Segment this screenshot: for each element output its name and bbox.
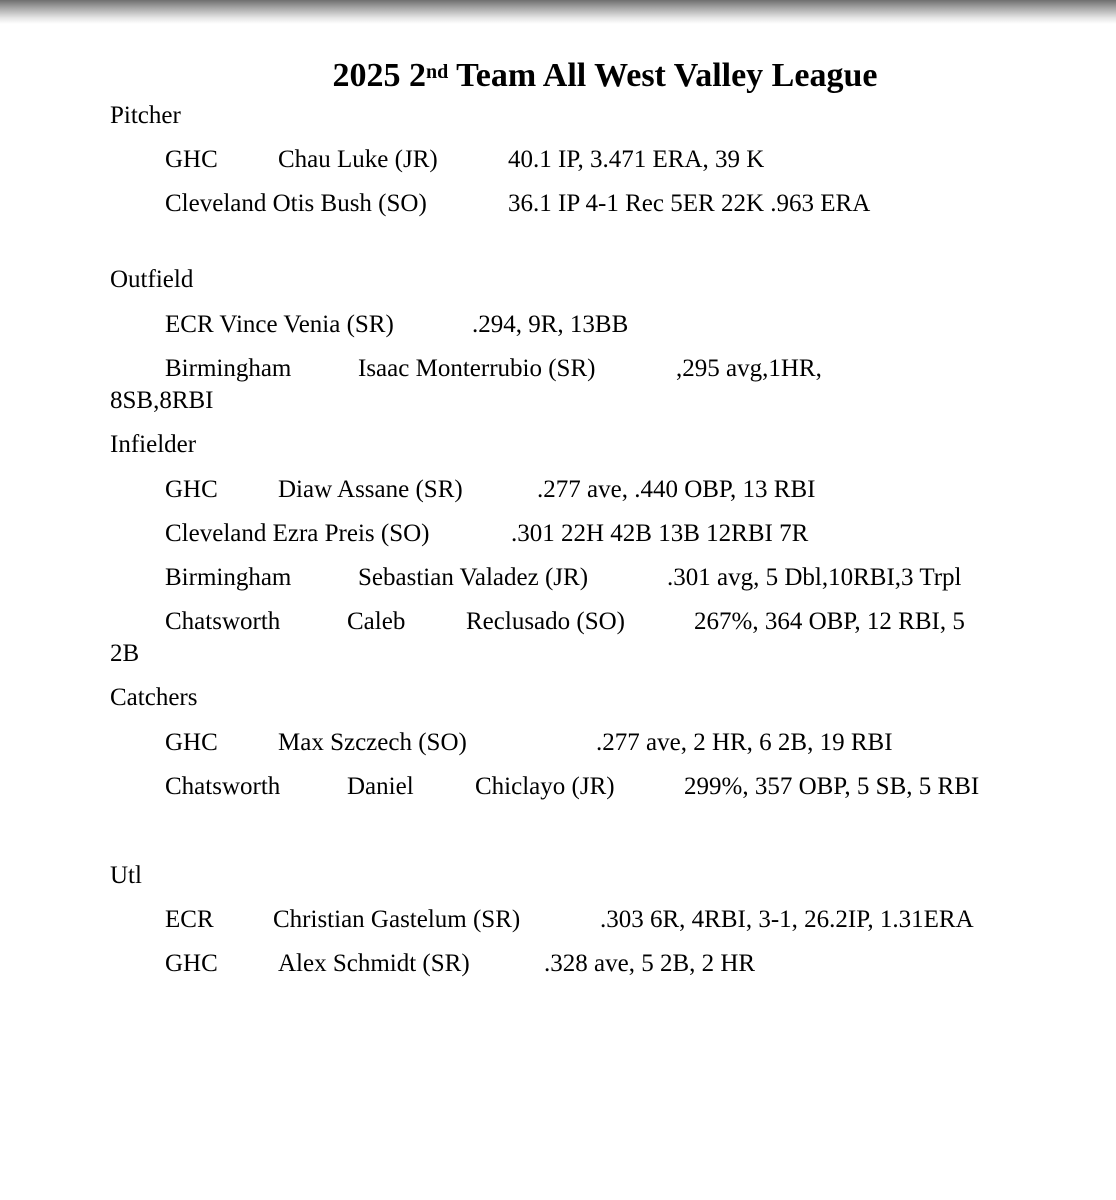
infielder-4-stats: 267%, 364 OBP, 12 RBI, 5	[694, 608, 965, 635]
outfield-1-entry: ECR Vince Venia (SR)	[165, 311, 394, 338]
infielder-2-entry: Cleveland Ezra Preis (SO)	[165, 520, 430, 547]
title-rest: Team All West Valley League	[448, 57, 878, 94]
section-heading-infielder: Infielder	[110, 431, 197, 458]
infielder-4-stats-continued: 2B	[110, 640, 140, 667]
utl-1-school: ECR	[165, 906, 214, 933]
catcher-2-first-name: Daniel	[347, 773, 414, 800]
section-heading-pitcher: Pitcher	[110, 102, 181, 129]
utl-2-stats: .328 ave, 5 2B, 2 HR	[544, 950, 756, 977]
page-title	[0, 56, 1116, 96]
infielder-2-stats: .301 22H 42B 13B 12RBI 7R	[511, 520, 809, 547]
infielder-3-stats: .301 avg, 5 Dbl,10RBI,3 Trpl	[667, 564, 962, 591]
outfield-2-school: Birmingham	[165, 355, 292, 382]
catcher-1-player: Max Szczech (SO)	[278, 729, 467, 756]
outfield-2-stats: ,295 avg,1HR,	[676, 355, 822, 382]
pitcher-1-stats: 40.1 IP, 3.471 ERA, 39 K	[508, 146, 765, 173]
utl-2-player: Alex Schmidt (SR)	[278, 950, 470, 977]
utl-1-stats: .303 6R, 4RBI, 3-1, 26.2IP, 1.31ERA	[600, 906, 974, 933]
utl-1-player: Christian Gastelum (SR)	[273, 906, 521, 933]
outfield-1-stats: .294, 9R, 13BB	[472, 311, 629, 338]
section-heading-catchers: Catchers	[110, 684, 198, 711]
top-shadow	[0, 0, 1116, 24]
infielder-4-school: Chatsworth	[165, 608, 281, 635]
catcher-1-stats: .277 ave, 2 HR, 6 2B, 19 RBI	[596, 729, 893, 756]
catcher-2-last-name: Chiclayo (JR)	[475, 773, 615, 800]
infielder-3-player: Sebastian Valadez (JR)	[358, 564, 589, 591]
section-heading-outfield: Outfield	[110, 266, 194, 293]
pitcher-2-stats: 36.1 IP 4-1 Rec 5ER 22K .963 ERA	[508, 190, 871, 217]
infielder-1-school: GHC	[165, 476, 218, 503]
title-ordinal-suffix: nd	[426, 61, 449, 83]
section-heading-utl: Utl	[110, 862, 142, 889]
catcher-1-school: GHC	[165, 729, 218, 756]
infielder-1-player: Diaw Assane (SR)	[278, 476, 463, 503]
title-year: 2025 2	[332, 57, 427, 94]
catcher-2-stats: 299%, 357 OBP, 5 SB, 5 RBI	[684, 773, 980, 800]
infielder-4-last-name: Reclusado (SO)	[466, 608, 625, 635]
infielder-3-school: Birmingham	[165, 564, 292, 591]
outfield-2-player: Isaac Monterrubio (SR)	[358, 355, 596, 382]
infielder-1-stats: .277 ave, .440 OBP, 13 RBI	[537, 476, 816, 503]
pitcher-1-player: Chau Luke (JR)	[278, 146, 438, 173]
outfield-2-stats-continued: 8SB,8RBI	[110, 387, 214, 414]
pitcher-1-school: GHC	[165, 146, 218, 173]
catcher-2-school: Chatsworth	[165, 773, 281, 800]
utl-2-school: GHC	[165, 950, 218, 977]
infielder-4-first-name: Caleb	[347, 608, 406, 635]
pitcher-2-entry: Cleveland Otis Bush (SO)	[165, 190, 427, 217]
